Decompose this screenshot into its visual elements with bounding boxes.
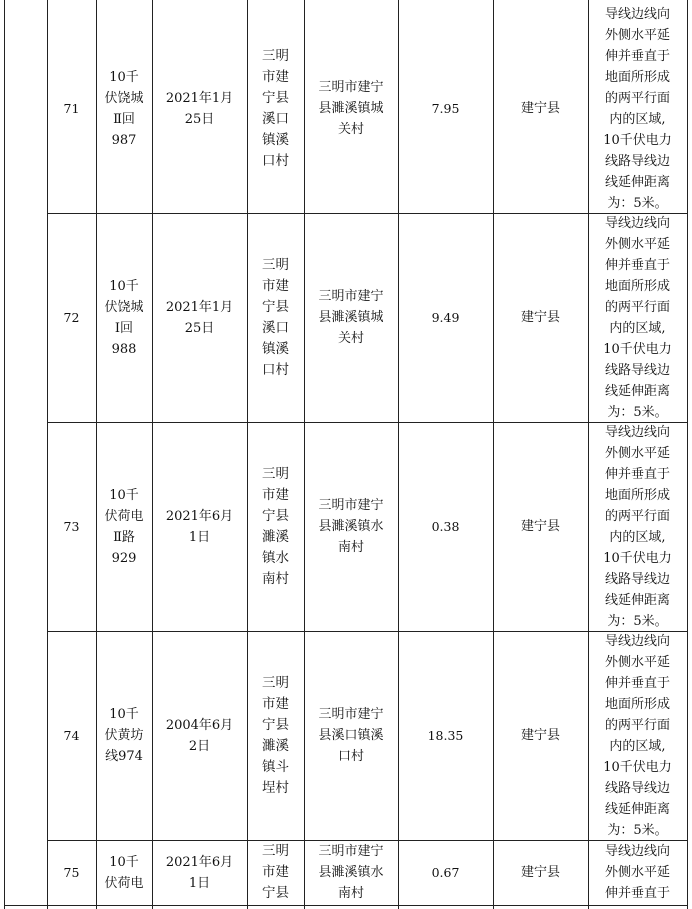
cell-length: 0.38 [431, 519, 460, 534]
grid-line [4, 0, 5, 909]
grid-line [4, 905, 688, 906]
cell-county: 建宁县 [520, 519, 560, 534]
cell-start-point: 三明 市建 宁县 濉溪 镇水 南村 [262, 465, 289, 587]
cell-start-point: 三明 市建 宁县 溪口 镇溪 口村 [262, 256, 289, 378]
cell-protection-scope: 导线边线向 外侧水平延 伸并垂直于 地面所形成 的两平行面 内的区域, 10千伏电力 线路导线边 线延伸距离 为：5米。 [603, 424, 672, 629]
cell-seq: 74 [63, 728, 80, 743]
cell-seq: 75 [63, 865, 80, 880]
cell-date: 2021年1月 25日 [165, 299, 234, 336]
cell-line-name: 10千 伏荷电 [104, 854, 144, 891]
cell-date: 2004年6月 2日 [165, 717, 234, 754]
cell-end-point: 三明市建宁 县濉溪镇城 关村 [318, 289, 384, 346]
cell-protection-scope: 导线边线向 外侧水平延 伸并垂直于 [604, 844, 670, 901]
cell-line-name: 10千 伏饶城 Ⅰ回 988 [104, 278, 144, 357]
cell-end-point: 三明市建宁 县溪口镇溪 口村 [318, 707, 384, 764]
cell-start-point: 三明 市建 宁县 [262, 843, 289, 901]
cell-end-point: 三明市建宁 县濉溪镇城 关村 [318, 80, 384, 137]
cell-county: 建宁县 [520, 310, 560, 325]
cell-start-point: 三明 市建 宁县 濉溪 镇斗 埕村 [262, 674, 289, 796]
cell-protection-scope: 导线边线向 外侧水平延 伸并垂直于 地面所形成 的两平行面 内的区域, 10千伏电力 线路导线边 线延伸距离 为：5米。 [603, 215, 672, 420]
cell-end-point: 三明市建宁 县濉溪镇水 南村 [318, 844, 384, 901]
cell-line-name: 10千 伏黄坊 线974 [104, 707, 144, 764]
cell-start-point: 三明 市建 宁县 溪口 镇溪 口村 [262, 47, 289, 169]
cell-county: 建宁县 [520, 865, 560, 880]
cell-length: 7.95 [431, 101, 460, 116]
cell-line-name: 10千 伏荷电 Ⅱ路 929 [104, 487, 144, 566]
cell-date: 2021年1月 25日 [165, 90, 234, 127]
cell-line-name: 10千 伏饶城 Ⅱ回 987 [104, 69, 144, 148]
cell-end-point: 三明市建宁 县濉溪镇水 南村 [318, 498, 384, 555]
grid-line [687, 0, 688, 909]
cell-length: 18.35 [427, 728, 464, 743]
cell-seq: 71 [63, 101, 80, 116]
cell-county: 建宁县 [520, 101, 560, 116]
cell-date: 2021年6月 1日 [165, 854, 234, 891]
cell-date: 2021年6月 1日 [165, 508, 234, 545]
cell-length: 0.67 [431, 865, 460, 880]
cell-seq: 72 [63, 310, 80, 325]
cell-length: 9.49 [431, 310, 460, 325]
cell-county: 建宁县 [520, 728, 560, 743]
cell-seq: 73 [63, 519, 80, 534]
cell-protection-scope: 导线边线向 外侧水平延 伸并垂直于 地面所形成 的两平行面 内的区域, 10千伏电力 线路导线边 线延伸距离 为：5米。 [603, 633, 672, 838]
cell-protection-scope: 导线边线向 外侧水平延 伸并垂直于 地面所形成 的两平行面 内的区域, 10千伏电力 线路导线边 线延伸距离 为：5米。 [603, 6, 672, 211]
